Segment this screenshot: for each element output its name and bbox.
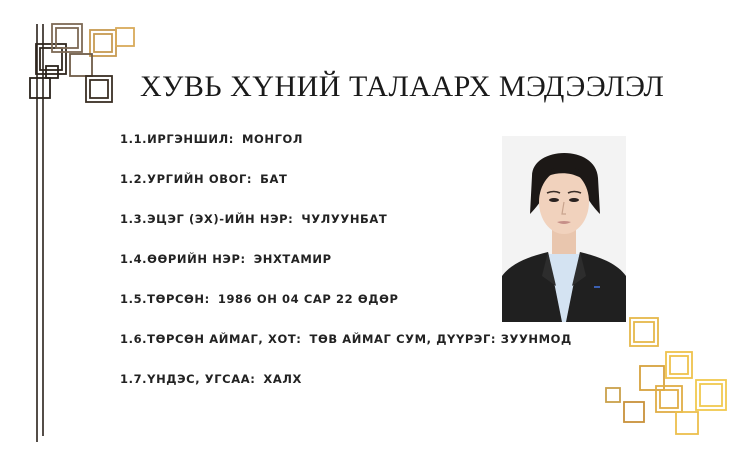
info-value: БАТ bbox=[260, 172, 288, 186]
info-value: ЭНХТАМИР bbox=[253, 252, 332, 266]
info-value: ЧУЛУУНБАТ bbox=[301, 212, 388, 226]
info-label: 1.3.ЭЦЭГ (ЭХ)-ИЙН НЭР: bbox=[120, 212, 294, 226]
info-label: 1.7.ҮНДЭС, УГСАА: bbox=[120, 372, 256, 386]
info-row-birth-place bbox=[120, 332, 572, 346]
info-value: ТӨВ АЙМАГ СУМ, ДҮҮРЭГ: ЗУУНМОД bbox=[309, 332, 572, 346]
top-left-squares-ornament bbox=[30, 24, 134, 102]
info-label: 1.6.ТӨРСӨН АЙМАГ, ХОТ: bbox=[120, 332, 302, 346]
top-border bbox=[40, 13, 712, 19]
info-row-given-name bbox=[120, 252, 332, 266]
info-value: МОНГОЛ bbox=[241, 132, 304, 146]
portrait-photo bbox=[502, 136, 626, 322]
right-border bbox=[706, 13, 712, 420]
info-label: 1.4.ӨӨРИЙН НЭР: bbox=[120, 252, 246, 266]
bottom-right-squares-ornament bbox=[606, 318, 726, 434]
info-row-ethnicity bbox=[120, 372, 302, 386]
info-label: 1.2.УРГИЙН ОВОГ: bbox=[120, 172, 253, 186]
portrait-illustration bbox=[502, 136, 626, 322]
page-title: ХУВЬ ХҮНИЙ ТАЛААРХ МЭДЭЭЛЭЛ bbox=[140, 70, 665, 103]
left-border bbox=[37, 24, 43, 442]
info-label: 1.5.ТӨРСӨН: bbox=[120, 292, 210, 306]
info-row-birth-date bbox=[120, 292, 398, 306]
info-value: ХАЛХ bbox=[263, 372, 303, 386]
bottom-border bbox=[37, 436, 710, 442]
info-label: 1.1.ИРГЭНШИЛ: bbox=[120, 132, 234, 146]
info-value: 1986 ОН 04 САР 22 ӨДӨР bbox=[217, 292, 399, 306]
info-row-citizenship bbox=[120, 132, 303, 146]
info-row-clan-name bbox=[120, 172, 287, 186]
info-row-parent-name bbox=[120, 212, 387, 226]
